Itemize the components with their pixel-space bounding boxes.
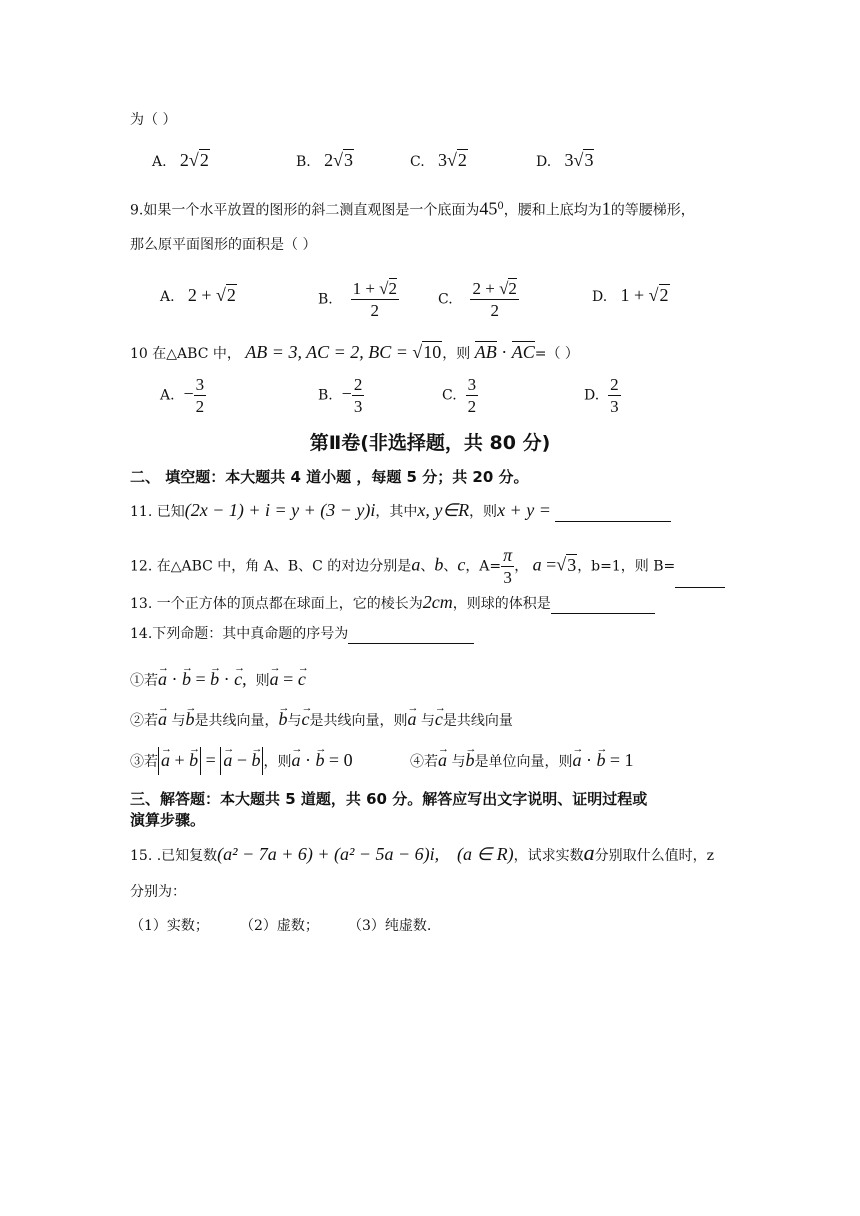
q10-option-c: C. $\frac{3}{2}$ [442, 375, 477, 416]
q8-option-a: A. 2√2 [152, 150, 209, 170]
part2-title: 第Ⅱ卷(非选择题，共 80 分) [309, 432, 551, 454]
q10-stem: 10 在△ABC 中， AB = 3, AC = 2, BC = √10，则 AB · AC=（ ） [130, 342, 579, 362]
q10-option-d: D. $\frac{2}{3}$ [584, 375, 619, 416]
q8-option-b: B. 2√3 [296, 150, 353, 170]
q14-prop-4: ④若→ a 与→ b是单位向量，则→ a · → b = 1 [410, 747, 634, 773]
q9-option-c: C. $\frac{2 + √2}{2}$ [438, 279, 517, 320]
q9-option-d: D. 1 + √2 [592, 285, 669, 305]
q11: 11. 已知(2x − 1) + i = y + (3 − y)i，其中x, y∈R，则x + y = [130, 500, 671, 522]
q15-part-3: （3）纯虚数. [348, 918, 432, 934]
q9-option-a: A. 2 + √2 [160, 285, 236, 305]
q9-option-b: B. $\frac{1 + √2}{2}$ [318, 279, 397, 320]
q12: 12. 在△ABC 中，角 A、B、C 的对边分别是a、b、c，A= $\frac{\pi}{3}$ ， a =√3，b=1，则 B= [130, 545, 725, 588]
q9-line1: 9.如果一个水平放置的图形的斜二测直观图是一个底面为$45^0$，腰和上底均为1的等腰梯形， [130, 198, 695, 219]
q14-prop-2: ②若→ a 与→ b是共线向量，→ b与→ c是共线向量，则→ a 与→ c是共线向量 [130, 706, 513, 732]
q13: 13. 一个正方体的顶点都在球面上，它的棱长为2cm，则球的体积是 [130, 592, 655, 614]
q10-option-a: A. − $\frac{3}{2}$ [160, 375, 205, 416]
q14-answer-blank[interactable] [348, 625, 474, 644]
q14-prop-3: ③若→ a + → b = → a − → b ，则→ a · → b = 0 [130, 747, 353, 773]
q8-option-d: D. 3√3 [536, 150, 594, 170]
q15-line2: 分别为： [130, 884, 186, 900]
q11-answer-blank[interactable] [555, 503, 671, 522]
section2-heading: 二、 填空题：本大题共 4 道小题 ，每题 5 分；共 20 分。 [130, 468, 529, 486]
q14-stem: 14.下列命题：其中真命题的序号为 [130, 624, 474, 644]
q15-part-2: （2）虚数； [240, 918, 319, 934]
q12-answer-blank[interactable] [675, 569, 725, 588]
q10-option-b: B. − $\frac{2}{3}$ [318, 375, 363, 416]
q8-stem: 为（ ） [130, 112, 177, 128]
section3-heading-line2: 演算步骤。 [130, 811, 206, 829]
q9-line2: 那么原平面图形的面积是（ ） [130, 237, 317, 253]
section3-heading-line1: 三、解答题：本大题共 5 道题，共 60 分。解答应写出文字说明、证明过程或 [130, 790, 648, 808]
q13-answer-blank[interactable] [551, 595, 655, 614]
q15-part-1: （1）实数； [130, 918, 209, 934]
q14-prop-1: ①若→ a · → b = → b · → c, 则→ a = → c [130, 666, 306, 692]
q8-option-c: C. 3√2 [410, 150, 467, 170]
q15-stem: 15. .已知复数(a² − 7a + 6) + (a² − 5a − 6)i, (a ∈ R)，试求实数a分别取什么值时，z [130, 840, 715, 865]
